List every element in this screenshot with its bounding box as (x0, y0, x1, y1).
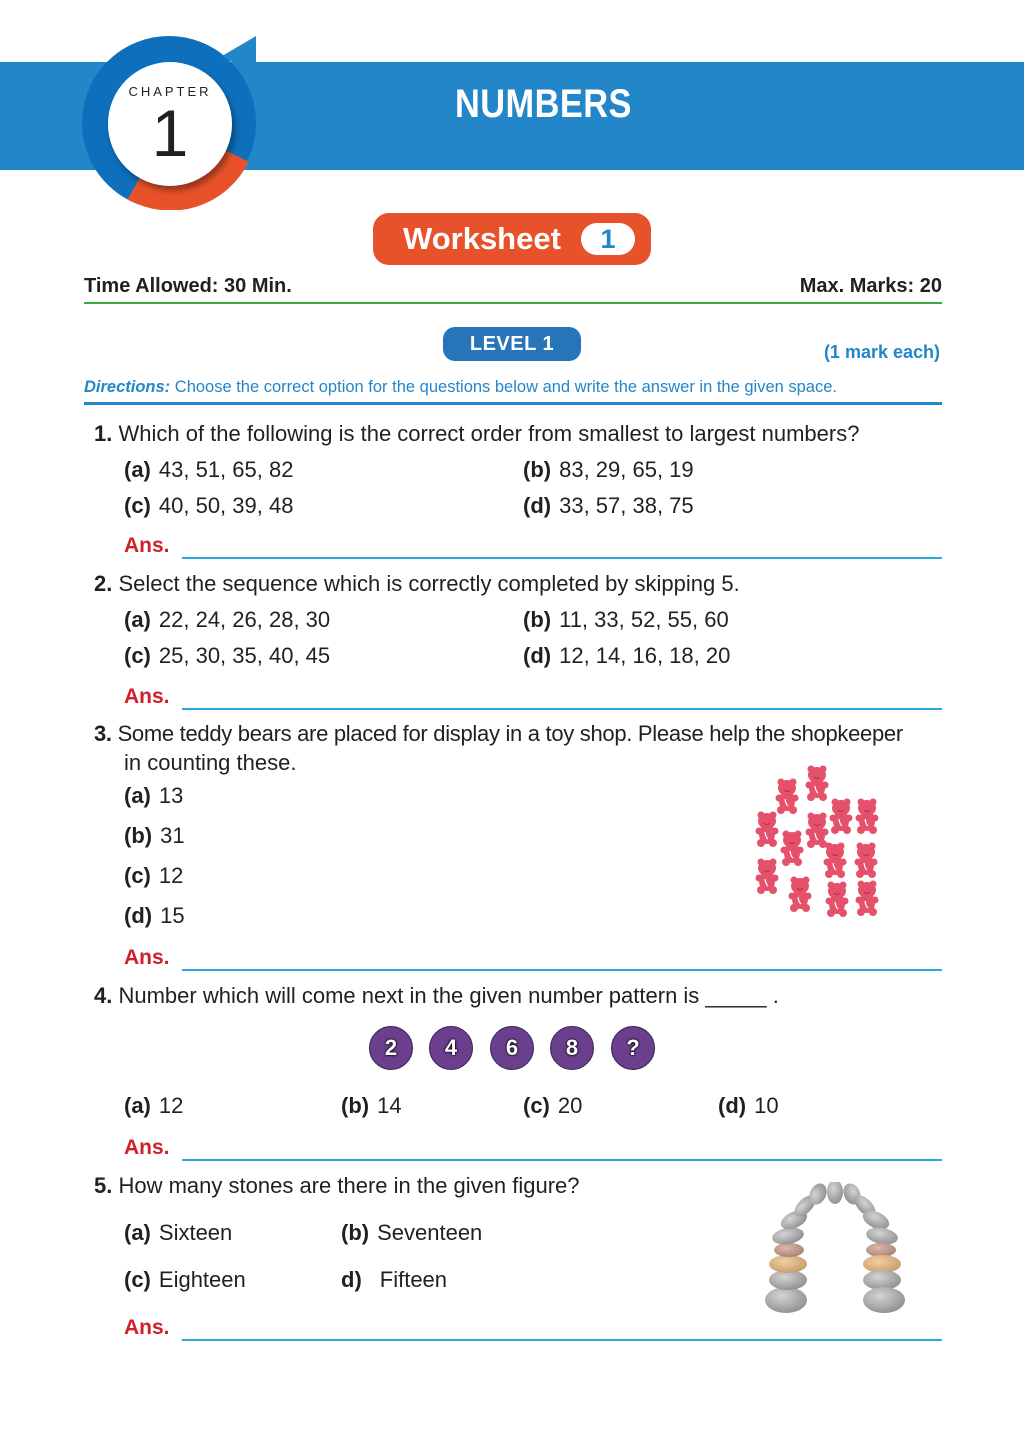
teddy-bear-icon (781, 831, 804, 867)
teddy-bear-icon (756, 812, 779, 848)
question-1 (94, 419, 859, 449)
option-text: Fifteen (379, 1267, 448, 1292)
answer-field-4[interactable] (124, 1136, 942, 1166)
teddy-bear-icon (830, 799, 853, 835)
option-a[interactable] (124, 455, 293, 485)
option-text: 14 (377, 1093, 402, 1118)
question-number: 1. (94, 421, 113, 446)
option-label: (d) (718, 1093, 747, 1118)
option-text: 31 (160, 823, 185, 848)
worksheet-label: Worksheet (403, 221, 561, 256)
max-marks: Max. Marks: 20 (799, 275, 942, 297)
divider (84, 302, 942, 304)
option-label: (b) (523, 607, 552, 632)
teddy-bears-figure (755, 763, 905, 938)
option-d[interactable] (124, 901, 185, 931)
answer-field-1[interactable] (124, 534, 942, 564)
answer-label: Ans. (124, 1136, 170, 1159)
option-label: (d) (523, 643, 552, 668)
option-label: (a) (124, 783, 151, 808)
option-label: (c) (124, 493, 151, 518)
answer-field-5[interactable] (124, 1316, 942, 1346)
directions (84, 378, 942, 397)
option-label: (d) (124, 903, 153, 928)
answer-label: Ans. (124, 685, 170, 708)
teddy-bear-icon (856, 799, 879, 835)
pattern-value: ? (626, 1035, 640, 1060)
teddy-bear-icon (806, 766, 829, 802)
option-text: 12 (158, 863, 184, 888)
option-a[interactable] (124, 781, 183, 811)
option-label: (c) (124, 1267, 151, 1292)
option-text: 11, 33, 52, 55, 60 (559, 607, 729, 632)
option-text: 40, 50, 39, 48 (158, 493, 294, 518)
question-2 (94, 569, 740, 599)
answer-label: Ans. (124, 534, 170, 557)
option-text: 83, 29, 65, 19 (559, 457, 694, 482)
marks-note: (1 mark each) (823, 342, 940, 362)
option-label: (b) (124, 823, 153, 848)
stone-icon (863, 1270, 901, 1290)
page-title: NUMBERS (455, 82, 632, 126)
teddy-bear-icon (776, 779, 799, 815)
option-c[interactable] (124, 1265, 246, 1295)
time-allowed: Time Allowed: 30 Min. (84, 275, 292, 297)
question-text: How many stones are there in the given figure? (118, 1173, 580, 1198)
answer-line[interactable] (182, 1159, 942, 1161)
option-b[interactable] (341, 1091, 402, 1121)
option-text: Eighteen (158, 1267, 246, 1292)
stone-icon (866, 1243, 896, 1257)
option-label: (c) (124, 863, 151, 888)
option-label: (a) (124, 607, 151, 632)
option-text: 13 (158, 783, 184, 808)
option-text: 25, 30, 35, 40, 45 (158, 643, 331, 668)
option-c[interactable] (124, 861, 183, 891)
worksheet-badge (373, 213, 651, 265)
teddy-bear-icon (756, 859, 779, 895)
option-d[interactable] (718, 1091, 779, 1121)
option-label: (b) (341, 1220, 370, 1245)
question-number: 5. (94, 1173, 113, 1198)
stone-icon (769, 1255, 807, 1273)
option-text: 43, 51, 65, 82 (158, 457, 294, 482)
answer-label: Ans. (124, 946, 170, 969)
question-text: Number which will come next in the given number pattern is _____ . (118, 983, 779, 1008)
teddy-bear-icon (806, 813, 829, 849)
option-c[interactable] (124, 491, 293, 521)
answer-line[interactable] (182, 708, 942, 710)
question-text: Some teddy bears are placed for display in a toy shop. Please help the shopkeeper (117, 721, 903, 746)
question-number: 4. (94, 983, 113, 1008)
option-a[interactable] (124, 1218, 232, 1248)
option-text: 20 (557, 1093, 583, 1118)
pattern-value: 4 (444, 1035, 458, 1060)
pattern-ball-unknown (611, 1026, 655, 1070)
option-label: (b) (523, 457, 552, 482)
directions-text: Choose the correct option for the questions below and write the answer in the given space. (170, 378, 837, 396)
answer-field-3[interactable] (124, 946, 942, 976)
chapter-label: CHAPTER (128, 84, 212, 99)
option-d[interactable] (341, 1265, 447, 1295)
directions-label: Directions: (84, 378, 171, 396)
worksheet-number: 1 (581, 223, 635, 255)
option-label: (a) (124, 1093, 151, 1118)
option-label: (b) (341, 1093, 370, 1118)
option-text: 10 (754, 1093, 779, 1118)
question-3-continued: in counting these. (124, 750, 297, 775)
pattern-value: 6 (505, 1035, 519, 1060)
option-label: d) (341, 1267, 362, 1292)
option-text: 33, 57, 38, 75 (559, 493, 694, 518)
option-d[interactable] (523, 491, 694, 521)
pattern-ball (490, 1026, 534, 1070)
stone-icon (863, 1287, 905, 1313)
pattern-value: 2 (384, 1035, 398, 1060)
option-text: 22, 24, 26, 28, 30 (158, 607, 331, 632)
stone-icon (827, 1182, 843, 1204)
pattern-value: 8 (565, 1035, 579, 1060)
option-c[interactable] (124, 641, 330, 671)
question-5 (94, 1171, 580, 1201)
option-label: (a) (124, 457, 151, 482)
stone-arch-figure (760, 1182, 910, 1317)
option-text: 12, 14, 16, 18, 20 (559, 643, 731, 668)
option-text: 15 (160, 903, 185, 928)
question-text: Which of the following is the correct order from smallest to largest numbers? (118, 421, 860, 446)
option-b[interactable] (341, 1218, 482, 1248)
level-badge: LEVEL 1 (443, 327, 581, 361)
option-label: (d) (523, 493, 552, 518)
chapter-badge (108, 62, 232, 186)
option-text: Seventeen (377, 1220, 483, 1245)
stone-icon (774, 1243, 804, 1257)
question-text: Select the sequence which is correctly completed by skipping 5. (118, 571, 740, 596)
option-d[interactable] (523, 641, 730, 671)
pattern-ball (550, 1026, 594, 1070)
option-a[interactable] (124, 1091, 183, 1121)
teddy-bear-icon (856, 881, 879, 917)
option-c[interactable] (523, 1091, 582, 1121)
option-text: 12 (158, 1093, 184, 1118)
chapter-number: 1 (151, 96, 189, 170)
question-3 (94, 719, 944, 749)
teddy-bear-icon (855, 843, 878, 879)
question-number: 2. (94, 571, 113, 596)
divider (84, 402, 942, 405)
stone-icon (765, 1287, 807, 1313)
option-label: (c) (523, 1093, 550, 1118)
answer-line[interactable] (182, 1339, 942, 1341)
option-a[interactable] (124, 605, 330, 635)
answer-line[interactable] (182, 557, 942, 559)
pattern-ball (369, 1026, 413, 1070)
option-label: (a) (124, 1220, 151, 1245)
answer-label: Ans. (124, 1316, 170, 1339)
pattern-ball (429, 1026, 473, 1070)
option-b[interactable] (124, 821, 185, 851)
option-text: Sixteen (158, 1220, 233, 1245)
answer-field-2[interactable] (124, 685, 942, 715)
option-b[interactable] (523, 455, 694, 485)
question-number: 3. (94, 721, 112, 746)
teddy-bear-icon (824, 843, 847, 879)
option-b[interactable] (523, 605, 729, 635)
teddy-bear-icon (789, 877, 812, 913)
question-4 (94, 981, 779, 1011)
answer-line[interactable] (182, 969, 942, 971)
option-label: (c) (124, 643, 151, 668)
teddy-bear-icon (826, 882, 849, 918)
